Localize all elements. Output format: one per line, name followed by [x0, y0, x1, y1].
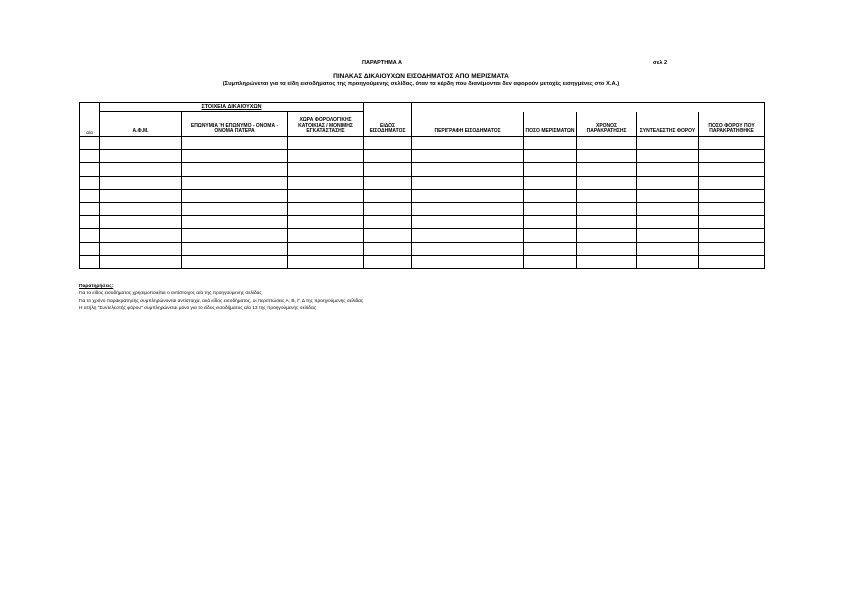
table-cell[interactable] — [524, 255, 577, 268]
table-cell[interactable] — [182, 137, 288, 150]
table-cell[interactable] — [577, 242, 637, 255]
table-row — [80, 189, 765, 202]
column-header: ΧΩΡΑ ΦΟΡΟΛΟΓΙΚΗΣ ΚΑΤΟΙΚΙΑΣ / ΜΟΝΙΜΗΣ ΕΓΚΑΤΑΣΤΑΣΗΣ — [288, 112, 364, 137]
table-row — [80, 242, 765, 255]
table-cell[interactable] — [412, 229, 524, 242]
note-line: Η στήλη "Συντελεστής φόρου" συμπληρώνεται μόνο για το είδος εισοδήματος α/α 13 της προηγούμενης σελίδας — [79, 305, 317, 311]
page-number: σελ 2 — [653, 60, 668, 66]
table-header-row — [80, 112, 765, 137]
table-cell[interactable] — [100, 242, 182, 255]
table-cell[interactable] — [637, 137, 699, 150]
table-cell[interactable] — [364, 202, 412, 215]
table-cell[interactable] — [412, 202, 524, 215]
table-cell[interactable] — [80, 150, 100, 163]
table-cell[interactable] — [699, 229, 765, 242]
column-header: ΕΙΔΟΣ ΕΙΣΟΔΗΜΑΤΟΣ — [364, 112, 412, 137]
table-cell[interactable] — [182, 176, 288, 189]
table-row — [80, 229, 765, 242]
table-cell[interactable] — [412, 176, 524, 189]
table-cell[interactable] — [699, 255, 765, 268]
table-cell[interactable] — [182, 189, 288, 202]
section-header: ΣΤΟΙΧΕΙΑ ΔΙΚΑΙΟΥΧΩΝ — [100, 103, 364, 112]
table-cell[interactable] — [699, 202, 765, 215]
notes-section — [79, 283, 363, 312]
table-cell[interactable] — [699, 242, 765, 255]
table-cell[interactable] — [288, 216, 364, 229]
table-cell[interactable] — [288, 176, 364, 189]
table-cell[interactable] — [182, 163, 288, 176]
table-cell[interactable] — [524, 176, 577, 189]
table-cell[interactable] — [637, 202, 699, 215]
table-cell[interactable] — [699, 163, 765, 176]
table-cell[interactable] — [288, 255, 364, 268]
table-cell — [80, 103, 100, 112]
table-cell[interactable] — [699, 176, 765, 189]
table-cell[interactable] — [182, 150, 288, 163]
table-cell[interactable] — [364, 229, 412, 242]
table-cell[interactable] — [524, 229, 577, 242]
table-cell[interactable] — [364, 189, 412, 202]
table-cell[interactable] — [524, 202, 577, 215]
table-cell[interactable] — [100, 137, 182, 150]
table-cell[interactable] — [100, 163, 182, 176]
table-cell[interactable] — [699, 189, 765, 202]
table-cell[interactable] — [100, 202, 182, 215]
table-cell[interactable] — [182, 229, 288, 242]
table-cell[interactable] — [637, 189, 699, 202]
column-header: ΠΟΣΟ ΜΕΡΙΣΜΑΤΩΝ — [524, 112, 577, 137]
table-cell[interactable] — [364, 163, 412, 176]
table-cell[interactable] — [288, 202, 364, 215]
table-cell[interactable] — [80, 255, 100, 268]
column-header: ΕΠΩΝΥΜΙΑ 'Η ΕΠΩΝΥΜΟ - ΟΝΟΜΑ - ΟΝΟΜΑ ΠΑΤΕΡΑ — [182, 112, 288, 137]
table-cell[interactable] — [364, 255, 412, 268]
table-cell[interactable] — [412, 189, 524, 202]
page-subtitle: (Συμπληρώνεται για τα είδη εισοδήματος της προηγούμενης σελίδας, όταν τα κέρδη που διανέμονται δεν αφορούν μετοχές εισηγμένες στο Χ.Α.) — [222, 81, 620, 87]
table-cell[interactable] — [80, 242, 100, 255]
table-cell[interactable] — [182, 216, 288, 229]
table-cell[interactable] — [80, 176, 100, 189]
table-cell[interactable] — [577, 137, 637, 150]
table-cell[interactable] — [364, 242, 412, 255]
table-cell[interactable] — [80, 202, 100, 215]
table-cell[interactable] — [637, 242, 699, 255]
table-cell[interactable] — [699, 150, 765, 163]
table-cell[interactable] — [100, 229, 182, 242]
column-header: ΧΡΟΝΟΣ ΠΑΡΑΚΡΑΤΗΣΗΣ — [577, 112, 637, 137]
table-cell[interactable] — [182, 255, 288, 268]
table-cell[interactable] — [577, 189, 637, 202]
table-cell[interactable] — [80, 189, 100, 202]
table-cell[interactable] — [637, 176, 699, 189]
table-cell[interactable] — [288, 229, 364, 242]
table-cell[interactable] — [524, 242, 577, 255]
table-cell[interactable] — [100, 255, 182, 268]
table-cell[interactable] — [100, 189, 182, 202]
table-cell[interactable] — [637, 163, 699, 176]
table-cell[interactable] — [577, 216, 637, 229]
table-cell[interactable] — [288, 163, 364, 176]
table-cell[interactable] — [699, 137, 765, 150]
table-row — [80, 150, 765, 163]
table-cell[interactable] — [577, 202, 637, 215]
column-header: α/α — [80, 112, 100, 137]
table-row — [80, 216, 765, 229]
table-cell[interactable] — [524, 189, 577, 202]
table-cell[interactable] — [412, 150, 524, 163]
table-cell[interactable] — [577, 255, 637, 268]
table-cell[interactable] — [412, 163, 524, 176]
table-cell[interactable] — [364, 150, 412, 163]
table-cell[interactable] — [637, 216, 699, 229]
table-cell[interactable] — [524, 216, 577, 229]
table-cell[interactable] — [100, 150, 182, 163]
table-cell[interactable] — [288, 137, 364, 150]
column-header: ΠΟΣΟ ΦΟΡΟΥ ΠΟΥ ΠΑΡΑΚΡΑΤΗΘΗΚΕ — [699, 112, 765, 137]
table-cell[interactable] — [412, 255, 524, 268]
table-cell[interactable] — [288, 150, 364, 163]
table-cell[interactable] — [364, 216, 412, 229]
table-cell[interactable] — [100, 216, 182, 229]
table-cell[interactable] — [80, 137, 100, 150]
table-cell[interactable] — [524, 137, 577, 150]
table-cell[interactable] — [288, 189, 364, 202]
page-title: ΠΙΝΑΚΑΣ ΔΙΚΑΙΟΥΧΩΝ ΕΙΣΟΔΗΜΑΤΟΣ ΑΠΟ ΜΕΡΙΣΜΑΤΑ — [333, 73, 509, 80]
table-cell[interactable] — [637, 255, 699, 268]
column-header: ΠΕΡΙΓΡΑΦΗ ΕΙΣΟΔΗΜΑΤΟΣ — [412, 112, 524, 137]
table-cell[interactable] — [637, 150, 699, 163]
table-row — [80, 163, 765, 176]
table-cell[interactable] — [412, 137, 524, 150]
table-row — [80, 137, 765, 150]
notes-heading: Παρατηρήσεις: — [79, 284, 114, 289]
table-cell[interactable] — [412, 242, 524, 255]
table-cell[interactable] — [288, 242, 364, 255]
table-cell[interactable] — [577, 163, 637, 176]
note-line: Για το είδος εισοδήματος χρησιμοποιείται ο αντίστοιχος α/α της προηγούμενης σελίδας — [79, 291, 262, 297]
table-cell[interactable] — [412, 216, 524, 229]
column-header: ΣΥΝΤΕΛΕΣΤΗΣ ΦΟΡΟΥ — [637, 112, 699, 137]
table-row — [80, 202, 765, 215]
table-cell[interactable] — [182, 202, 288, 215]
table-cell[interactable] — [524, 163, 577, 176]
table-cell[interactable] — [364, 137, 412, 150]
table-cell[interactable] — [80, 216, 100, 229]
table-cell[interactable] — [100, 176, 182, 189]
table-cell[interactable] — [699, 216, 765, 229]
table-cell[interactable] — [80, 229, 100, 242]
annex-label: ΠΑΡΑΡΤΗΜΑ Α — [362, 60, 403, 66]
note-line: Για το χρόνο παρακράτησης συμπληρώνονται αντίστοιχα, ανά είδος εισοδήματος, οι περιπτώσεις Α, Β, Γ, Δ της προηγούμενης σελίδας — [79, 298, 364, 304]
table-cell[interactable] — [364, 176, 412, 189]
table-row — [80, 176, 765, 189]
table-cell[interactable] — [182, 242, 288, 255]
table-cell — [364, 103, 412, 112]
column-header: Α.Φ.Μ. — [100, 112, 182, 137]
table-cell[interactable] — [637, 229, 699, 242]
table-cell[interactable] — [80, 163, 100, 176]
table-cell[interactable] — [577, 150, 637, 163]
table-row — [80, 255, 765, 268]
beneficiaries-table — [79, 102, 765, 269]
table-cell[interactable] — [524, 150, 577, 163]
table-cell[interactable] — [577, 229, 637, 242]
table-cell[interactable] — [577, 176, 637, 189]
table-cell — [412, 103, 765, 112]
